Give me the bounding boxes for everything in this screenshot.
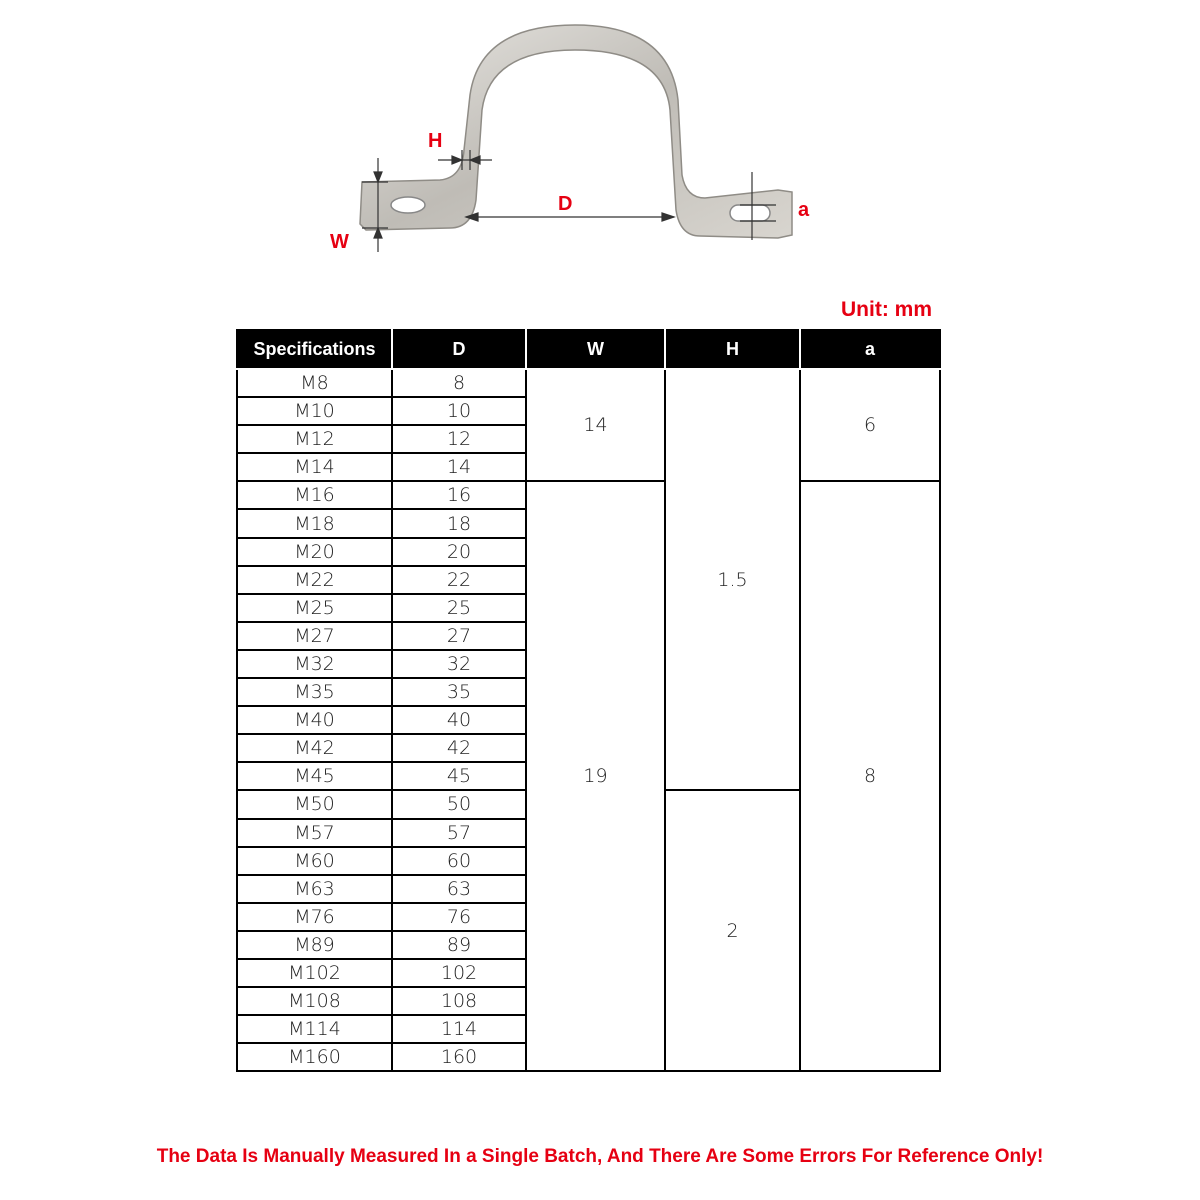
cell-specification: M160 bbox=[237, 1043, 392, 1071]
dim-label-h: H bbox=[428, 130, 443, 152]
cell-d: 108 bbox=[392, 987, 526, 1015]
cell-d: 22 bbox=[392, 566, 526, 594]
cell-d: 27 bbox=[392, 622, 526, 650]
cell-d: 25 bbox=[392, 594, 526, 622]
cell-d: 32 bbox=[392, 650, 526, 678]
cell-specification: M32 bbox=[237, 650, 392, 678]
cell-specification: M12 bbox=[237, 425, 392, 453]
header-specifications: Specifications bbox=[237, 330, 392, 369]
cell-d: 14 bbox=[392, 453, 526, 481]
cell-specification: M16 bbox=[237, 481, 392, 509]
cell-specification: M40 bbox=[237, 706, 392, 734]
cell-specification: M10 bbox=[237, 397, 392, 425]
cell-specification: M8 bbox=[237, 369, 392, 397]
cell-specification: M27 bbox=[237, 622, 392, 650]
table-header-row bbox=[237, 330, 940, 369]
cell-specification: M20 bbox=[237, 538, 392, 566]
cell-d: 8 bbox=[392, 369, 526, 397]
cell-specification: M45 bbox=[237, 762, 392, 790]
cell-specification: M25 bbox=[237, 594, 392, 622]
cell-d: 35 bbox=[392, 678, 526, 706]
cell-specification: M57 bbox=[237, 819, 392, 847]
cell-specification: M18 bbox=[237, 509, 392, 537]
cell-d: 12 bbox=[392, 425, 526, 453]
header-d: D bbox=[392, 330, 526, 369]
cell-d: 50 bbox=[392, 790, 526, 818]
cell-h: 2 bbox=[665, 790, 800, 1071]
dim-label-d: D bbox=[558, 193, 573, 215]
cell-d: 63 bbox=[392, 875, 526, 903]
header-w: W bbox=[526, 330, 665, 369]
disclaimer-note: The Data Is Manually Measured In a Single Batch, And There Are Some Errors For Reference Only! bbox=[156, 1146, 1044, 1167]
cell-specification: M60 bbox=[237, 847, 392, 875]
table-row bbox=[237, 369, 940, 397]
cell-d: 20 bbox=[392, 538, 526, 566]
cell-d: 40 bbox=[392, 706, 526, 734]
cell-w: 19 bbox=[526, 481, 665, 1071]
cell-d: 16 bbox=[392, 481, 526, 509]
cell-h: 1.5 bbox=[665, 369, 800, 790]
cell-specification: M63 bbox=[237, 875, 392, 903]
cell-w: 14 bbox=[526, 369, 665, 481]
cell-d: 102 bbox=[392, 959, 526, 987]
cell-d: 42 bbox=[392, 734, 526, 762]
cell-specification: M50 bbox=[237, 790, 392, 818]
cell-specification: M22 bbox=[237, 566, 392, 594]
cell-specification: M89 bbox=[237, 931, 392, 959]
cell-d: 57 bbox=[392, 819, 526, 847]
cell-specification: M114 bbox=[237, 1015, 392, 1043]
unit-label: Unit: mm bbox=[841, 298, 932, 321]
cell-d: 60 bbox=[392, 847, 526, 875]
cell-specification: M42 bbox=[237, 734, 392, 762]
cell-a: 6 bbox=[800, 369, 940, 481]
cell-specification: M102 bbox=[237, 959, 392, 987]
cell-a: 8 bbox=[800, 481, 940, 1071]
dim-label-a: a bbox=[798, 199, 810, 221]
cell-d: 160 bbox=[392, 1043, 526, 1071]
cell-d: 114 bbox=[392, 1015, 526, 1043]
header-a: a bbox=[800, 330, 940, 369]
table-row bbox=[237, 481, 940, 509]
cell-d: 89 bbox=[392, 931, 526, 959]
header-h: H bbox=[665, 330, 800, 369]
cell-specification: M14 bbox=[237, 453, 392, 481]
cell-d: 76 bbox=[392, 903, 526, 931]
cell-d: 45 bbox=[392, 762, 526, 790]
cell-specification: M35 bbox=[237, 678, 392, 706]
pipe-clamp-illustration bbox=[360, 25, 792, 238]
cell-d: 10 bbox=[392, 397, 526, 425]
cell-d: 18 bbox=[392, 509, 526, 537]
cell-specification: M76 bbox=[237, 903, 392, 931]
dim-label-w: W bbox=[330, 231, 349, 253]
table-body bbox=[237, 369, 940, 1071]
cell-specification: M108 bbox=[237, 987, 392, 1015]
clamp-diagram bbox=[0, 0, 1200, 290]
spec-table bbox=[236, 329, 941, 1072]
